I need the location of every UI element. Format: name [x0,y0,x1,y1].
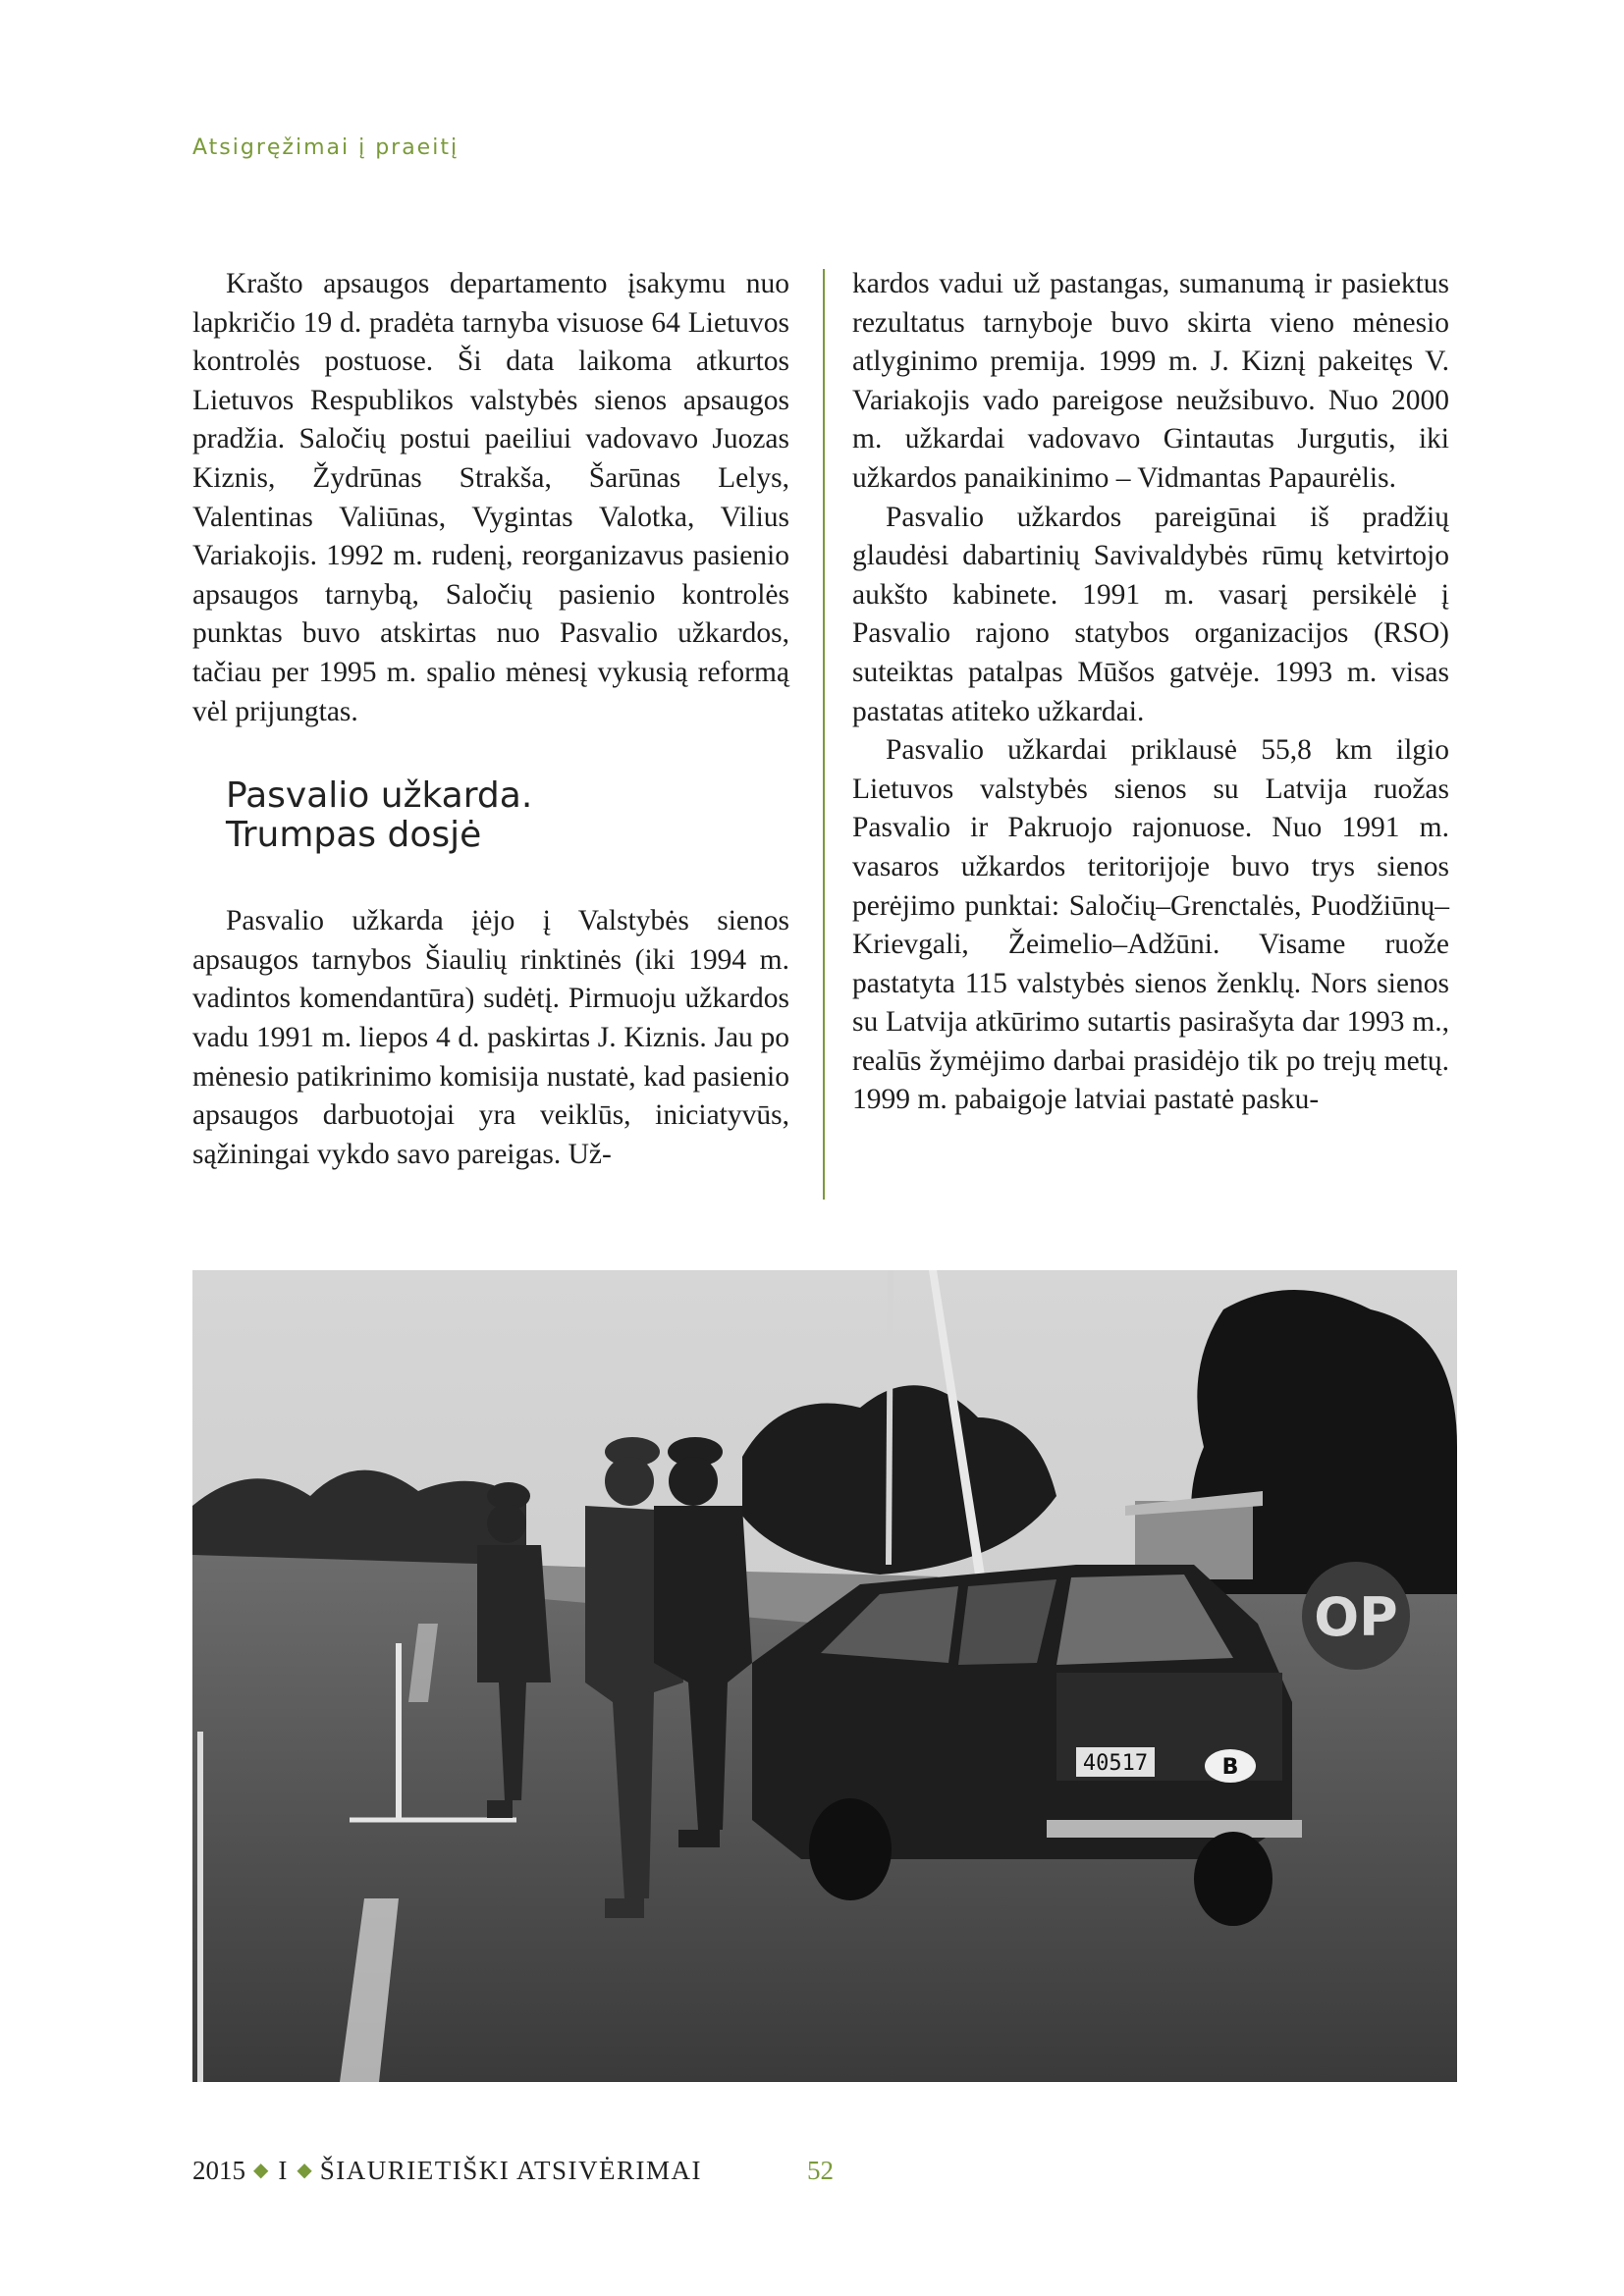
page-footer [192,2156,880,2186]
diamond-separator-icon: ◆ [297,2160,312,2181]
license-plate-text: 40517 [1082,1751,1149,1776]
left-column [192,265,789,1174]
section-heading-line-1: Pasvalio užkarda. [226,775,533,817]
footer-publication: ŠIAURIETIŠKI ATSIVĖRIMAI [319,2156,703,2185]
section-heading [226,776,789,855]
border-checkpoint-photo [192,1270,1457,2082]
right-paragraph-3: Pasvalio užkardai priklausė 55,8 km ilgio Lietuvos valstybės sienos su Latvija ruožas Pasvalio ir Pakruojo rajonuose. Nuo 1991 m. vasaros užkardos teritorijoje buvo trys sienos perėjimo punktai: Saločių–Grenctalės, Puodžiūnų–Krievgali, Žeimelio–Adžūni. Visame ruože pastatyta 115 valstybės sienos ženklų. Nors sienos su Latvija atkūrimo sutartis pasirašyta dar 1993 m., realūs žymėjimo darbai prasidėjo tik po trejų metų. 1999 m. pabaigoje latviai pastatė pasku- [852,734,1449,1116]
diamond-separator-icon: ◆ [253,2160,269,2181]
footer-issue: I [278,2156,288,2185]
footer-year: 2015 [192,2156,245,2185]
right-paragraph-1: kardos vadui už pastangas, sumanumą ir pasiektus rezultatus tarnyboje buvo skirta vieno mėnesio atlyginimo premija. 1999 m. J. Kiznį pakeitęs V. Variakojis vado pareigose neužsibuvo. Nuo 2000 m. užkardai vadovavo Gintautas Jurgutis, iki užkardos panaikinimo – Vidmantas Papaurėlis. [852,268,1449,494]
right-paragraph-2: Pasvalio užkardos pareigūnai iš pradžių glaudėsi dabartinių Savivaldybės rūmų ketvirtojo aukšto kabinete. 1991 m. vasarį persikėlė į Pasvalio rajono statybos organizacijos (RSO) suteiktas patalpas Mūšos gatvėje. 1993 m. visas pastatas atiteko užkardai. [852,501,1449,727]
stop-sign-text: OP [1314,1586,1398,1648]
left-paragraph-1: Krašto apsaugos departamento įsakymu nuo lapkričio 19 d. pradėta tarnyba visuose 64 Lietuvos kontrolės postuose. Ši data laikoma atkurtos Lietuvos Respublikos valstybės sienos apsaugos pradžia. Saločių postui paeiliui vadovavo Juozas Kiznis, Žydrūnas Strakša, Šarūnas Lelys, Valentinas Valiūnas, Vygintas Valotka, Vilius Variakojis. 1992 m. rudenį, reorganizavus pasienio apsaugos tarnybą, Saločių pasienio kontrolės punktas buvo atskirtas nuo Pasvalio užkardos, tačiau per 1995 m. spalio mėnesį vykusią reformą vėl prijungtas. [192,268,789,727]
right-column [852,265,1449,1120]
running-title: Atsigręžimai į praeitį [192,135,460,160]
column-divider [823,269,825,1200]
country-badge-text: B [1221,1755,1239,1780]
left-paragraph-2: Pasvalio užkarda įėjo į Valstybės sienos apsaugos tarnybos Šiaulių rinktinės (iki 1994 m. vadintos komendantūra) sudėtį. Pirmuoju užkardos vadu 1991 m. liepos 4 d. paskirtas J. Kiznis. Jau po mėnesio patikrinimo komisija nustatė, kad pasienio apsaugos darbuotojai yra veiklūs, iniciatyvūs, sąžiningai vykdo savo pareigas. Už- [192,905,789,1170]
section-heading-line-2: Trumpas dosjė [226,815,482,856]
page-number: 52 [807,2156,834,2185]
